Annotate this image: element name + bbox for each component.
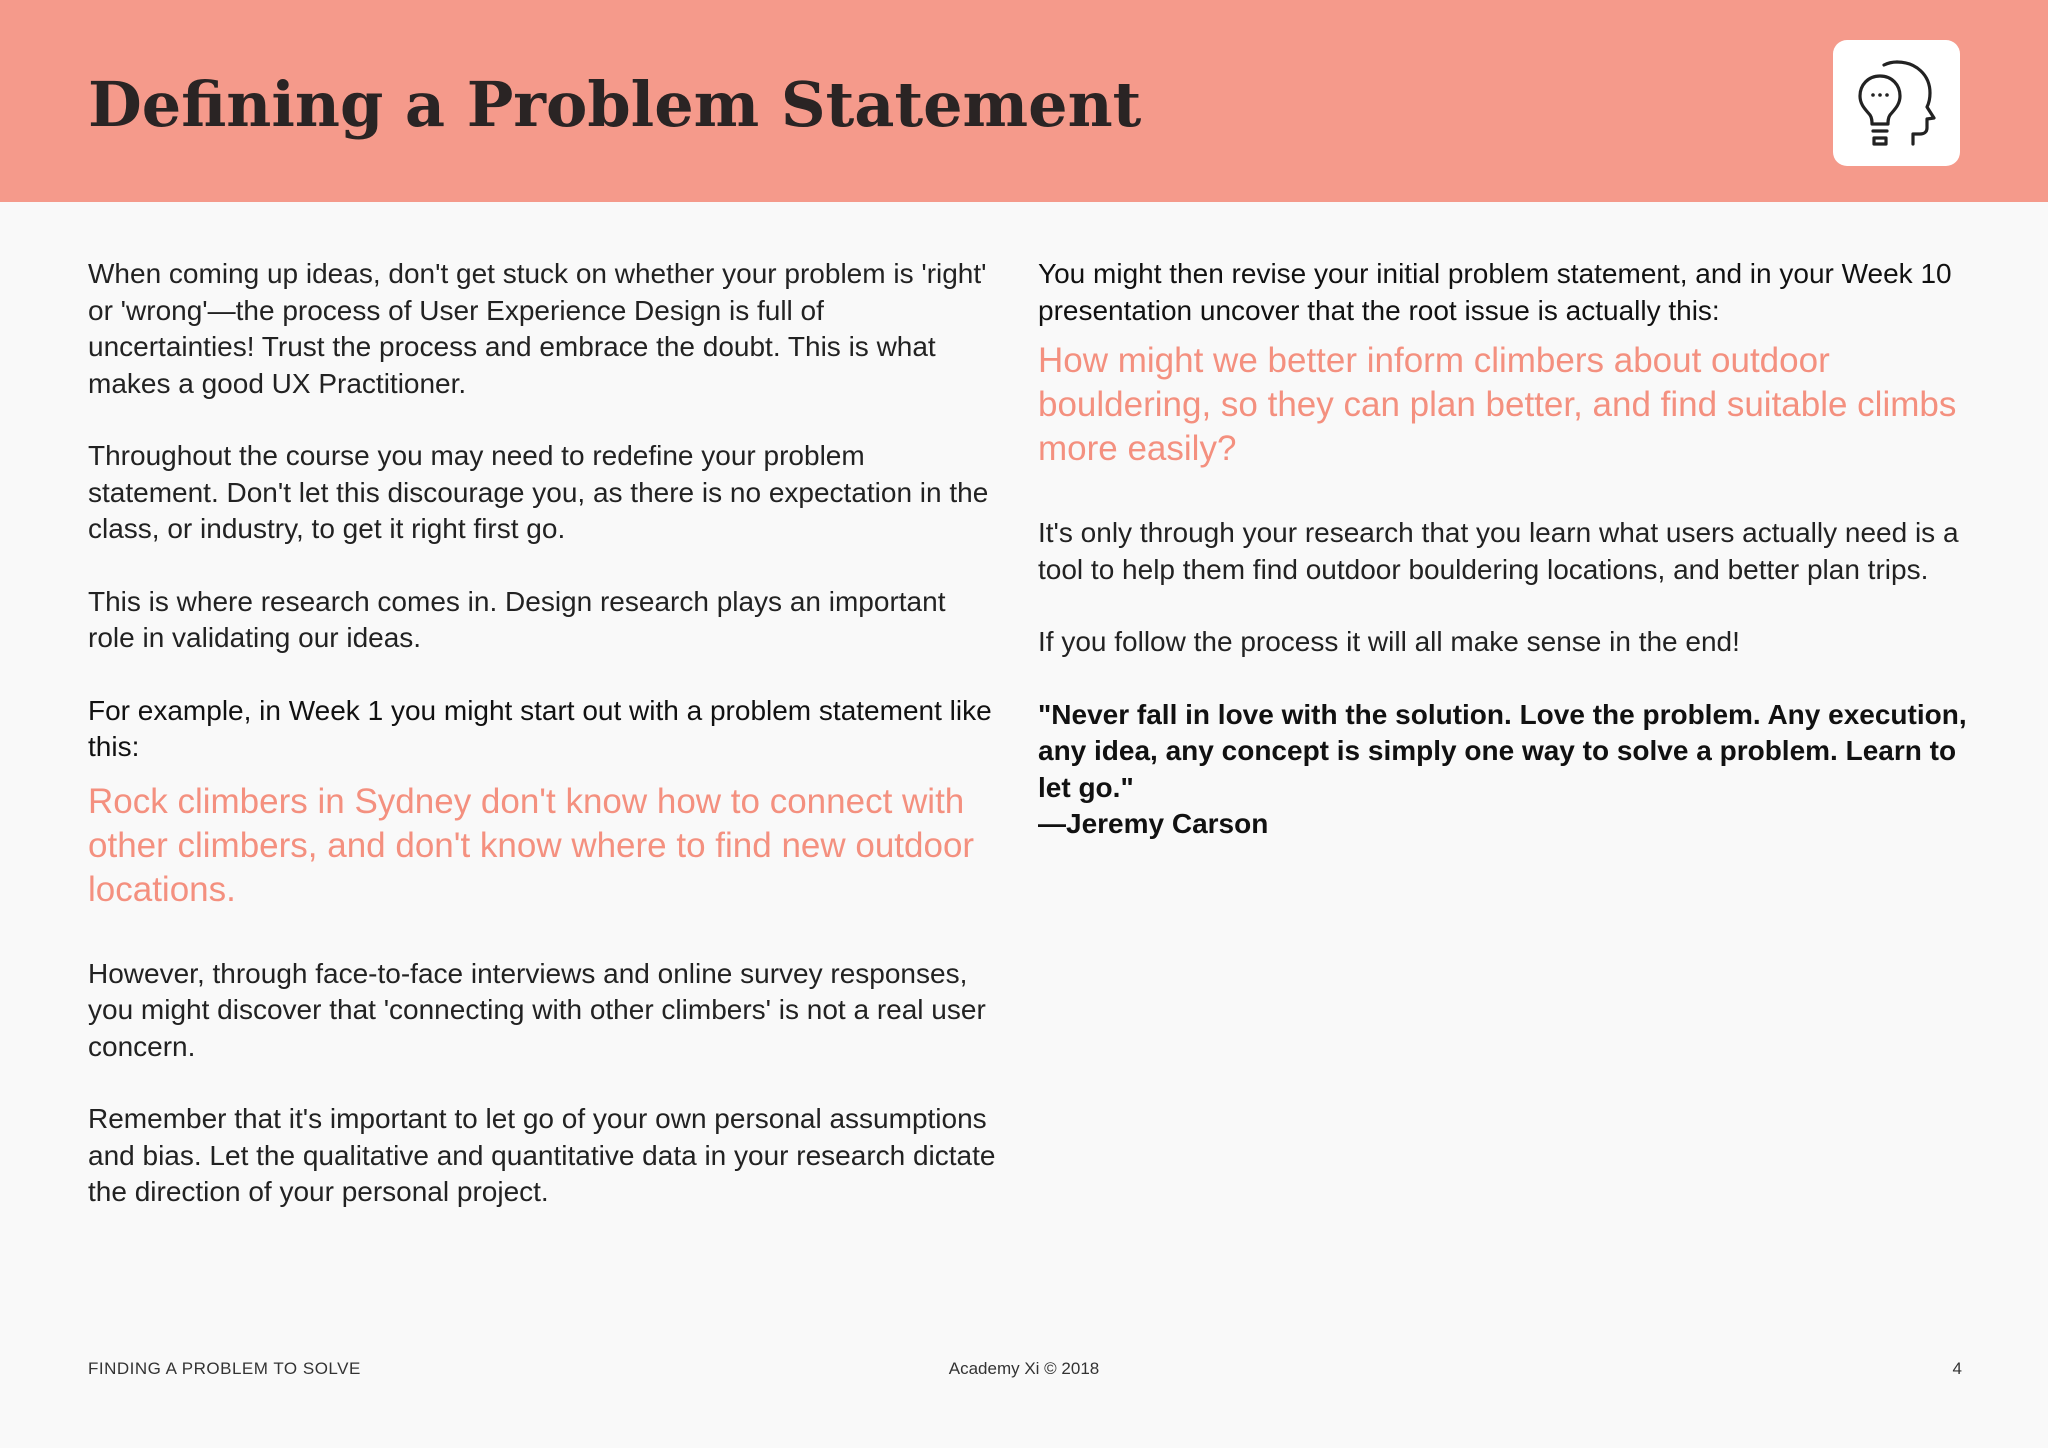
paragraph-uncertainty: When coming up ideas, don't get stuck on whether your problem is 'right' or 'wrong'—the process of User Experience Design is full of uncertainties! Trust the process and embrace the doubt. This is what makes a good UX Practitioner. (88, 258, 987, 399)
highlight-initial-problem: Rock climbers in Sydney don't know how to connect with other climbers, and don't know where to find new outdoor locations. (88, 781, 975, 909)
paragraph-example: For example, in Week 1 you might start out with a problem statement like this: (88, 694, 992, 762)
right-column (1038, 256, 1968, 843)
paragraph-follow-process: If you follow the process it will all make sense in the end! (1038, 626, 1740, 657)
highlight-revised-problem: How might we better inform climbers about outdoor bouldering, so they can plan better, and find suitable climbs more easily? (1038, 341, 1957, 468)
header-banner (0, 0, 2048, 202)
paragraph-redefine: Throughout the course you may need to redefine your problem statement. Don't let this discourage you, as there is no expectation in the class, or industry, to get it right first go. (88, 440, 989, 544)
page-title: Defining a Problem Statement (88, 68, 1142, 141)
paragraph-assumptions: Remember that it's important to let go of your own personal assumptions and bias. Let the qualitative and quantitative data in your research dictate the direction of your personal project. (88, 1103, 996, 1207)
paragraph-revise: You might then revise your initial problem statement, and in your Week 10 presentation uncover that the root issue is actually this: (1038, 258, 1952, 326)
left-column (88, 256, 998, 1247)
paragraph-discovery: However, through face-to-face interviews and online survey responses, you might discover that 'connecting with other climbers' is not a real user concern. (88, 957, 986, 1062)
quote-author: —Jeremy Carson (1038, 808, 1269, 839)
footer-copyright: Academy Xi © 2018 (948, 1359, 1100, 1378)
footer-section-title: FINDING A PROBLEM TO SOLVE (88, 1359, 361, 1378)
paragraph-research: This is where research comes in. Design research plays an important role in validating our ideas. (88, 585, 946, 653)
paragraph-user-need: It's only through your research that you learn what users actually need is a tool to help them find outdoor bouldering locations, and better plan trips. (1038, 517, 1959, 585)
quote-text: "Never fall in love with the solution. Love the problem. Any execution, any idea, any concept is simply one way to solve a problem. Learn to let go." (1038, 698, 1967, 803)
lightbulb-head-icon (1850, 56, 1944, 150)
page-number: 4 (1952, 1359, 1962, 1378)
icon-tile (1833, 40, 1960, 166)
